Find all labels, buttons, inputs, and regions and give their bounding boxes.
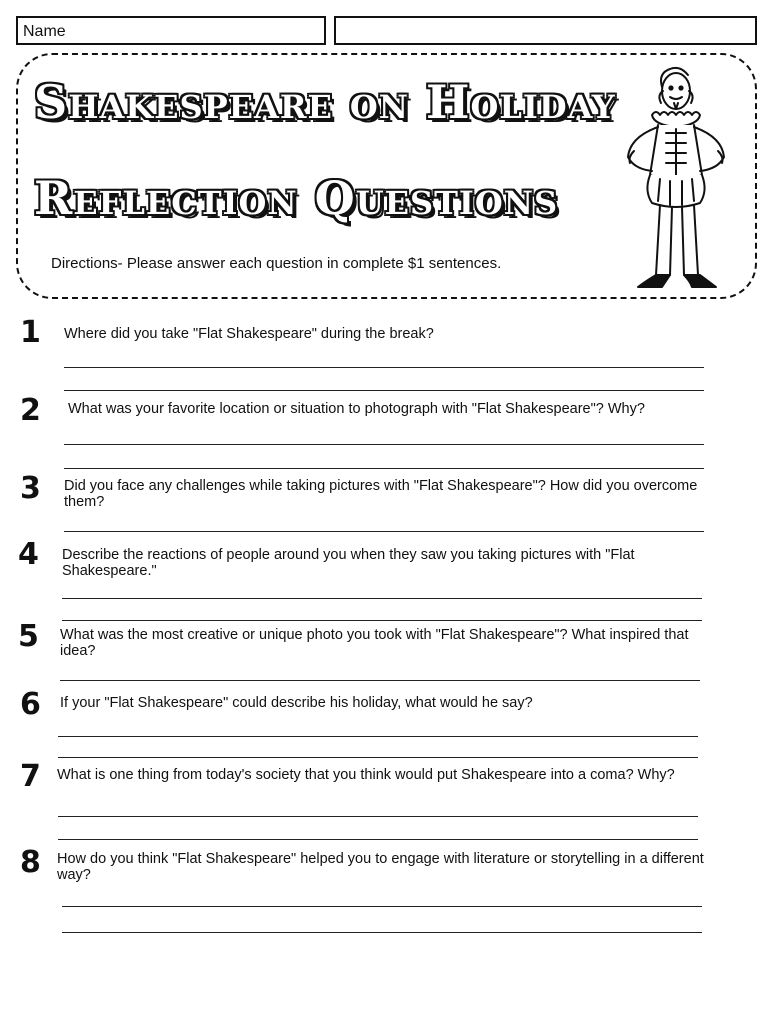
shakespeare-figure-icon: [614, 63, 744, 299]
question-7: [20, 759, 720, 842]
answer-line[interactable]: [62, 598, 702, 599]
answer-line[interactable]: [58, 757, 698, 758]
answer-line[interactable]: [62, 620, 702, 621]
question-text: If your "Flat Shakespeare" could describe his holiday, what would he say?: [60, 695, 533, 711]
question-text: How do you think "Flat Shakespeare" helped you to engage with literature or storytelling in a different way?: [57, 851, 704, 883]
question-number: 6: [20, 687, 41, 722]
answer-line[interactable]: [58, 736, 698, 737]
question-text: What was the most creative or unique photo you took with "Flat Shakespeare"? What inspired that idea?: [60, 627, 689, 659]
name-answer-box[interactable]: [334, 16, 757, 45]
question-number: 1: [20, 315, 41, 350]
directions-text: Directions- Please answer each question in complete $1 sentences.: [51, 255, 502, 272]
question-number: 8: [20, 845, 41, 880]
name-label: Name: [23, 23, 66, 40]
question-number: 5: [18, 619, 39, 654]
answer-line[interactable]: [64, 468, 704, 469]
answer-line[interactable]: [64, 444, 704, 445]
question-number: 3: [20, 471, 41, 506]
answer-line[interactable]: [58, 816, 698, 817]
question-text: What is one thing from today's society that you think would put Shakespeare into a coma? Why?: [57, 767, 675, 783]
question-number: 4: [18, 537, 39, 572]
answer-line[interactable]: [62, 932, 702, 933]
question-text: What was your favorite location or situation to photograph with "Flat Shakespeare"? Why?: [68, 401, 645, 417]
answer-line[interactable]: [60, 680, 700, 681]
page-title: Shakespeare on Holiday: [34, 75, 616, 129]
question-6: [20, 687, 720, 760]
name-field[interactable]: [16, 16, 326, 45]
question-number: 2: [20, 393, 41, 428]
question-4: [18, 537, 720, 625]
question-number: 7: [20, 759, 41, 794]
page-subtitle: Reflection Questions: [34, 171, 559, 225]
title-banner: [16, 53, 757, 299]
question-3: [20, 471, 720, 534]
question-text: Did you face any challenges while taking pictures with "Flat Shakespeare"? How did you overcome them?: [64, 478, 698, 510]
question-text: Describe the reactions of people around you when they saw you taking pictures with "Flat Shakespeare.": [62, 547, 635, 579]
question-8: [20, 845, 720, 938]
answer-line[interactable]: [64, 367, 704, 368]
answer-line[interactable]: [64, 531, 704, 532]
question-1: [20, 315, 720, 393]
question-2: [20, 393, 720, 471]
answer-line[interactable]: [62, 906, 702, 907]
answer-line[interactable]: [64, 390, 704, 391]
question-text: Where did you take "Flat Shakespeare" during the break?: [64, 326, 434, 342]
answer-line[interactable]: [58, 839, 698, 840]
question-5: [18, 619, 720, 682]
